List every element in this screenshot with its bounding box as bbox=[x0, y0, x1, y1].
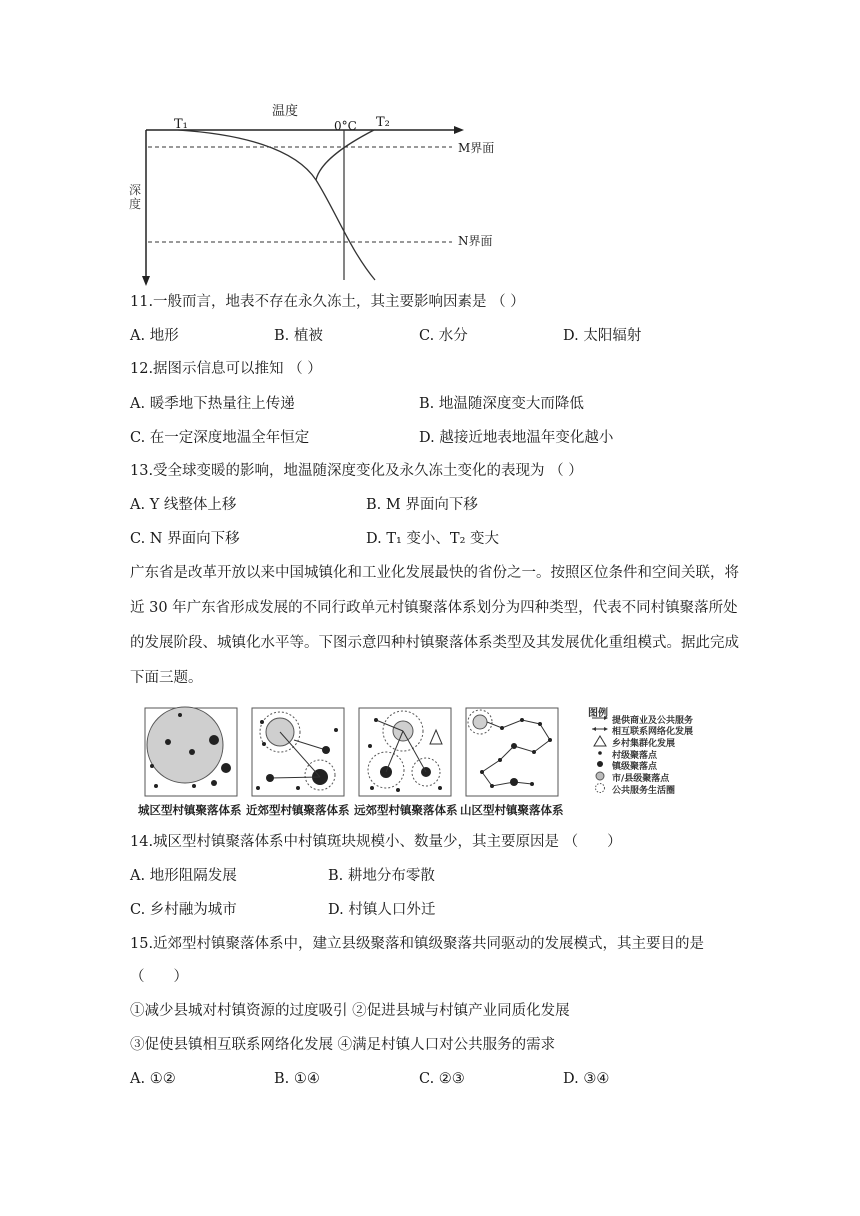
q15-choices-line2: ③促使县镇相互联系网络化发展 ④满足村镇人口对公共服务的需求 bbox=[130, 1037, 556, 1053]
q11-option-d: D. 太阳辐射 bbox=[563, 328, 642, 344]
zero-celsius-label: 0°C bbox=[334, 119, 357, 133]
q14-option-c: C. 乡村融为城市 bbox=[130, 902, 237, 918]
q15-stem-bracket: （ ） bbox=[130, 969, 188, 985]
q15-option-a: A. ①② bbox=[130, 1071, 176, 1087]
q14-option-d: D. 村镇人口外迁 bbox=[328, 902, 436, 918]
q15-option-b: B. ①④ bbox=[274, 1071, 320, 1087]
panel-label-mountain: 山区型村镇聚落体系 bbox=[460, 803, 564, 817]
legend-item-city: 市/县级聚落点 bbox=[612, 774, 670, 784]
q12-option-b: B. 地温随深度变大而降低 bbox=[419, 396, 584, 412]
q13-stem: 13.受全球变暖的影响，地温随深度变化及永久冻土变化的表现为 （ ） bbox=[130, 463, 583, 479]
q12-option-c: C. 在一定深度地温全年恒定 bbox=[130, 430, 310, 446]
q15-stem: 15.近郊型村镇聚落体系中，建立县级聚落和镇级聚落共同驱动的发展模式，其主要目的是 bbox=[130, 936, 705, 952]
q11-stem: 11.一般而言，地表不存在永久冻土，其主要影响因素是 （ ） bbox=[130, 294, 525, 310]
q11-option-b: B. 植被 bbox=[274, 328, 323, 344]
t1-label: T₁ bbox=[174, 117, 188, 132]
q13-option-d: D. T₁ 变小、T₂ 变大 bbox=[366, 531, 500, 547]
legend-title: 图例 bbox=[588, 708, 608, 719]
q11-option-a: A. 地形 bbox=[130, 328, 179, 344]
q12-stem: 12.据图示信息可以推知 （ ） bbox=[130, 361, 322, 377]
legend-item-town: 镇级聚落点 bbox=[612, 762, 658, 772]
legend-item-network: 相互联系网络化发展 bbox=[612, 727, 694, 737]
q15-choices-line1: ①减少县城对村镇资源的过度吸引 ②促进县城与村镇产业同质化发展 bbox=[130, 1003, 570, 1019]
panel-label-far-suburban: 远郊型村镇聚落体系 bbox=[354, 803, 458, 817]
q13-option-c: C. N 界面向下移 bbox=[130, 531, 240, 547]
passage-text: 广东省是改革开放以来中国城镇化和工业化发展最快的省份之一。按照区位条件和空间关联，将近 30 年广东省形成发展的不同行政单元村镇聚落体系划分为四种类型，代表不同村镇聚落所处的发展阶段、城镇化水平等。下图示意四种村镇聚落体系类型及其发展优化重组模式。据此完成下面三题。 bbox=[130, 565, 739, 686]
q15-option-c: C. ②③ bbox=[419, 1071, 465, 1087]
n-interface-label: N界面 bbox=[458, 234, 493, 248]
q11-option-c: C. 水分 bbox=[419, 328, 468, 344]
q12-option-d: D. 越接近地表地温年变化越小 bbox=[419, 430, 614, 446]
legend-item-cluster: 乡村集群化发展 bbox=[612, 739, 676, 749]
q14-option-b: B. 耕地分布零散 bbox=[328, 868, 435, 884]
q13-option-b: B. M 界面向下移 bbox=[366, 497, 478, 513]
panel-label-near-suburban: 近郊型村镇聚落体系 bbox=[246, 803, 350, 817]
q13-option-a: A. Y 线整体上移 bbox=[130, 497, 237, 513]
q14-stem: 14.城区型村镇聚落体系中村镇斑块规模小、数量少，其主要原因是 （ ） bbox=[130, 834, 622, 850]
axis-depth-label: 深度 bbox=[129, 183, 142, 211]
legend-item-service-circle: 公共服务生活圈 bbox=[612, 786, 676, 796]
t2-label: T₂ bbox=[376, 115, 390, 130]
axis-temperature-label: 温度 bbox=[272, 104, 299, 119]
m-interface-label: M界面 bbox=[458, 141, 495, 155]
q15-option-d: D. ③④ bbox=[563, 1071, 610, 1087]
q14-option-a: A. 地形阻隔发展 bbox=[130, 868, 237, 884]
legend-item-service: 提供商业及公共服务 bbox=[612, 716, 694, 726]
q12-option-a: A. 暖季地下热量往上传递 bbox=[130, 396, 295, 412]
legend-item-village: 村级聚落点 bbox=[612, 751, 658, 761]
panel-label-urban: 城区型村镇聚落体系 bbox=[138, 803, 242, 817]
